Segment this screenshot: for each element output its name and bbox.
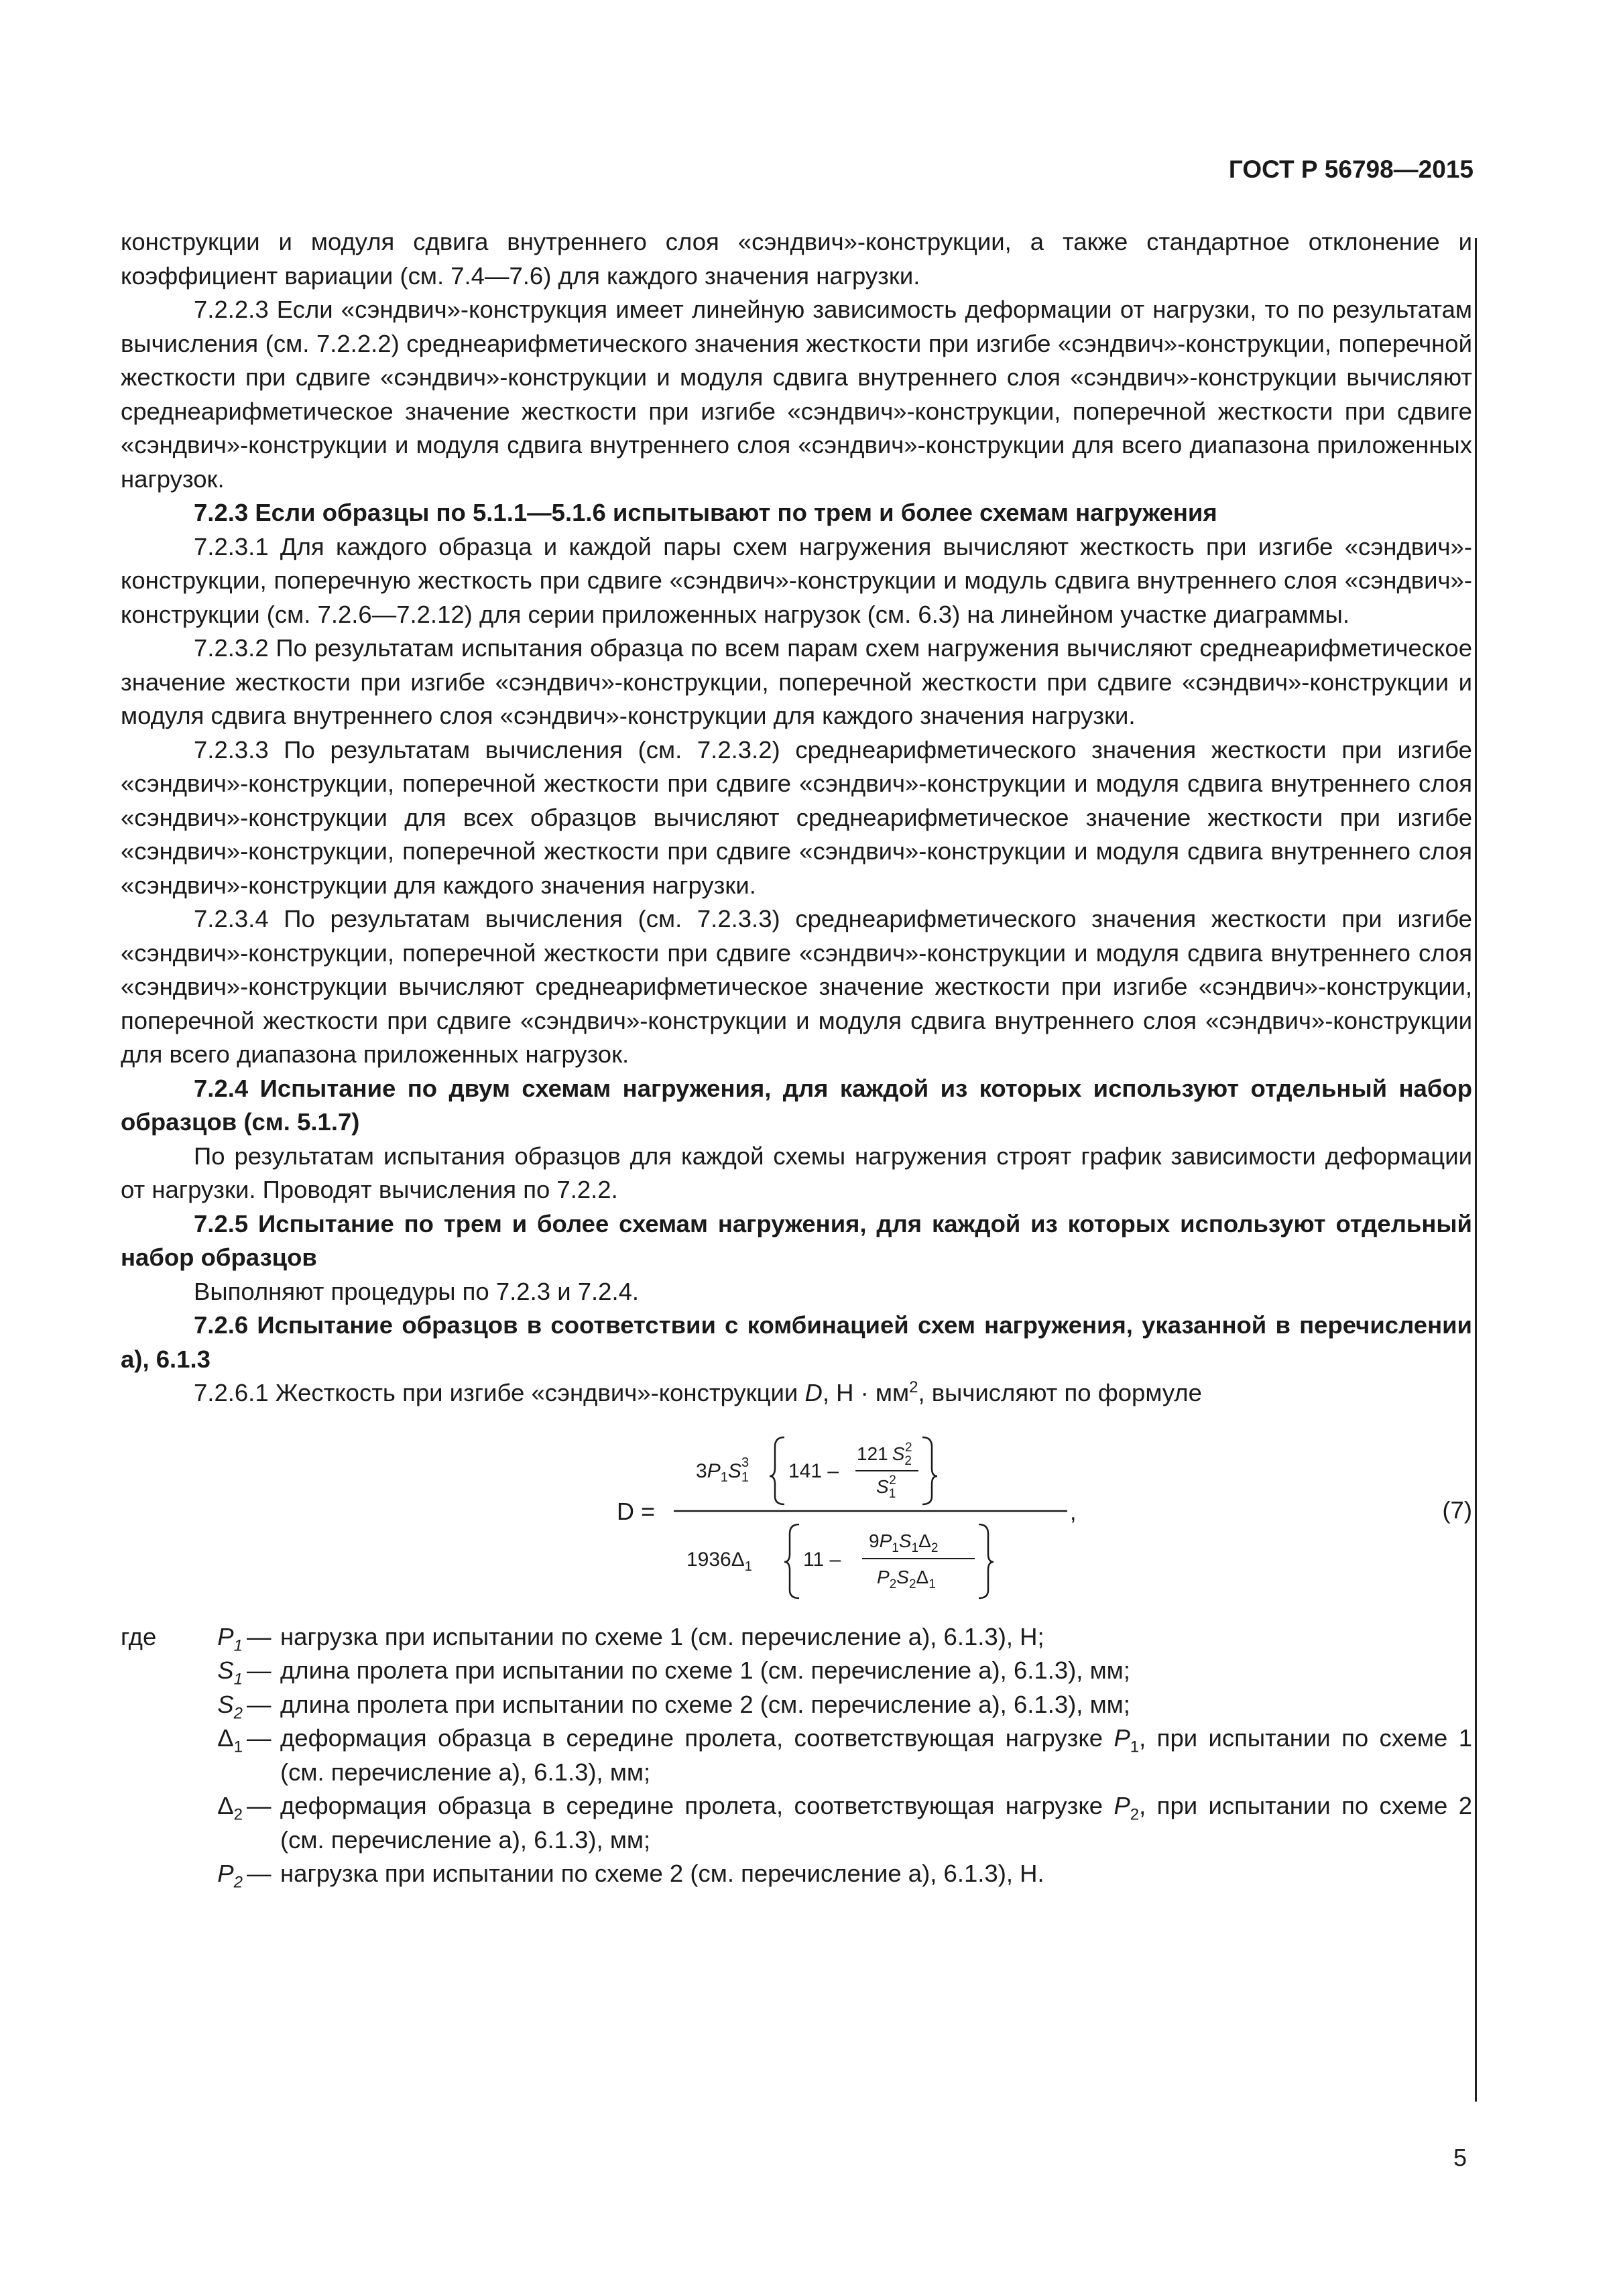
section-heading: 7.2.6 Испытание образцов в соответствии с комбинацией схем нагружения, указанной в перечислении а), 6.1.3 <box>121 1311 1472 1373</box>
section-heading: 7.2.4 Испытание по двум схемам нагружения, для каждой из которых используют отдельный набор образцов (см. 5.1.7) <box>121 1074 1472 1136</box>
paragraph: 7.2.2.3 Если «сэндвич»-конструкция имеет линейную зависимость деформации от нагрузки, то по результатам вычисления (см. 7.2.2.2) среднеарифметического значения жесткости при изгибе «сэндвич»-конструкции, поперечной жесткости при сдвиге «сэндвич»-конструкции и модуля сдвига внутреннего слоя «сэндвич»-конструкции вычисляют среднеарифметическое значение жесткости при изгибе «сэндвич»-конструкции, поперечной жесткости при сдвиге «сэндвич»-конструкции и модуля сдвига внутреннего слоя «сэндвич»-конструкции для всего диапазона приложенных нагрузок. <box>121 296 1472 493</box>
formula-intro-text: 7.2.6.1 Жесткость при изгибе «сэндвич»-конструкции <box>194 1379 805 1406</box>
paragraph: 7.2.3.3 По результатам вычисления (см. 7.2.3.2) среднеарифметического значения жесткости при изгибе «сэндвич»-конструкции, поперечной жесткости при сдвиге «сэндвич»-конструкции и модуля сдвига внутреннего слоя «сэндвич»-конструкции для всех образцов вычисляют среднеарифметическое значение жесткости при изгибе «сэндвич»-конструкции, поперечной жесткости при сдвиге «сэндвич»-конструкции и модуля сдвига внутреннего слоя «сэндвич»-конструкции для каждого значения нагрузки. <box>121 735 1472 899</box>
formula-num-inner-top: 121 $S_22$ <box>857 1440 912 1468</box>
definition-text: деформация образца в середине пролета, соответствующая нагрузке $P_2$, при испытании по схеме 2 (см. перечисление а), 6.1.3), мм; <box>280 1792 1472 1854</box>
definition-dash: — <box>247 1724 272 1752</box>
formula-num-right-bracket <box>922 1437 937 1504</box>
paragraph: 7.2.3.1 Для каждого образца и каждой пары схем нагружения вычисляют жесткость при изгибе «сэндвич»-конструкции, поперечную жесткость при сдвиге «сэндвич»-конструкции и модуль сдвига внутреннего слоя «сэндвич»-конструкции (см. 7.2.6—7.2.12) для серии приложенных нагрузок (см. 6.3) на линейном участке диаграммы. <box>121 532 1472 628</box>
definition-row <box>121 1857 1472 1891</box>
formula-intro-var: D <box>804 1379 823 1406</box>
definition-symbol: $S_1$ <box>217 1656 243 1689</box>
definition-dash: — <box>247 1656 272 1684</box>
formula-den-right-bracket <box>979 1524 994 1598</box>
document-body <box>121 225 1472 1891</box>
equation-number: (7) <box>1442 1496 1472 1524</box>
formula-den-inner-bottom: $P_2S_2\Delta_1$ <box>877 1566 936 1591</box>
formula-intro-unit-sup: 2 <box>909 1378 918 1396</box>
formula-block <box>121 1423 1472 1607</box>
formula-lhs: D = <box>617 1497 656 1525</box>
paragraph: Выполняют процедуры по 7.2.3 и 7.2.4. <box>194 1277 640 1305</box>
definition-row <box>121 1688 1472 1722</box>
definition-dash: — <box>247 1860 272 1887</box>
formula-7 <box>617 1423 1126 1607</box>
definition-row <box>121 1789 1472 1857</box>
definition-text: деформация образца в середине пролета, соответствующая нагрузке $P_1$, при испытании по схеме 1 (см. перечисление а), 6.1.3), мм; <box>280 1724 1472 1786</box>
page-number: 5 <box>1453 2144 1467 2171</box>
formula-intro <box>121 1376 1472 1410</box>
definition-row <box>121 1654 1472 1688</box>
paragraph: 7.2.3.2 По результатам испытания образца по всем парам схем нагружения вычисляют среднеарифметическое значение жесткости при изгибе «сэндвич»-конструкции, поперечной жесткости при сдвиге «сэндвич»-конструкции и модуля сдвига внутреннего слоя «сэндвич»-конструкции для каждого значения нагрузки. <box>121 634 1472 729</box>
definition-symbol: $\Delta_1$ <box>217 1724 243 1756</box>
definition-row <box>121 1721 1472 1789</box>
definition-symbol: $P_2$ <box>217 1860 243 1892</box>
formula-num-inner-bottom: $S_12$ <box>876 1473 896 1501</box>
definition-symbol: $S_2$ <box>217 1690 243 1722</box>
definitions-list <box>121 1620 1472 1891</box>
formula-numerator: $3P_1S_13$ <box>696 1455 749 1485</box>
definition-symbol: $\Delta_2$ <box>217 1792 243 1824</box>
definition-dash: — <box>247 1622 272 1650</box>
section-heading: 7.2.3 Если образцы по 5.1.1—5.1.6 испытывают по трем и более схемам нагружения <box>194 499 1217 526</box>
definition-dash: — <box>247 1792 272 1819</box>
formula-intro-tail: , вычисляют по формуле <box>918 1379 1202 1406</box>
definition-text: нагрузка при испытании по схеме 1 (см. перечисление а), 6.1.3), Н; <box>280 1622 1044 1650</box>
formula-den-inner-top: $9P_1S_1\Delta_2$ <box>869 1530 939 1555</box>
formula-tail: , <box>1070 1499 1077 1525</box>
definition-dash: — <box>247 1690 272 1718</box>
definition-symbol: $P_1$ <box>217 1622 243 1654</box>
paragraph: По результатам испытания образцов для каждой схемы нагружения строят график зависимости деформации от нагрузки. Проводят вычисления по 7.2.2. <box>121 1142 1472 1203</box>
margin-rule <box>1475 238 1477 2102</box>
definition-text: длина пролета при испытании по схеме 2 (см. перечисление а), 6.1.3), мм; <box>280 1690 1130 1718</box>
formula-denominator: $1936\Delta_1$ <box>686 1548 752 1574</box>
definition-text: нагрузка при испытании по схеме 2 (см. перечисление а), 6.1.3), Н. <box>280 1860 1044 1887</box>
formula-intro-unit: , Н · мм <box>822 1379 910 1406</box>
formula-den-left-bracket <box>784 1524 799 1598</box>
document-header: ГОСТ Р 56798—2015 <box>1228 156 1474 183</box>
paragraph: 7.2.3.4 По результатам вычисления (см. 7.2.3.3) среднеарифметического значения жесткости при изгибе «сэндвич»-конструкции, поперечной жесткости при сдвиге «сэндвич»-конструкции и модуля сдвига внутреннего слоя «сэндвич»-конструкции вычисляют среднеарифметическое значение жесткости при изгибе «сэндвич»-конструкции, поперечной жесткости при сдвиге «сэндвич»-конструкции и модуля сдвига внутреннего слоя «сэндвич»-конструкции для всего диапазона приложенных нагрузок. <box>121 905 1472 1068</box>
formula-num-const: 141 – <box>788 1459 839 1482</box>
definition-text: длина пролета при испытании по схеме 1 (см. перечисление а), 6.1.3), мм; <box>280 1656 1130 1684</box>
section-heading: 7.2.5 Испытание по трем и более схемам нагружения, для каждой из которых используют отдельный набор образцов <box>121 1209 1472 1271</box>
where-label: где <box>121 1622 157 1650</box>
definition-row <box>121 1620 1472 1654</box>
formula-num-left-bracket <box>770 1437 784 1504</box>
formula-den-const: 11 – <box>803 1548 841 1571</box>
paragraph: конструкции и модуля сдвига внутреннего слоя «сэндвич»-конструкции, а также стандартное отклонение и коэффициент вариации (см. 7.4—7.6) для каждого значения нагрузки. <box>121 228 1472 290</box>
